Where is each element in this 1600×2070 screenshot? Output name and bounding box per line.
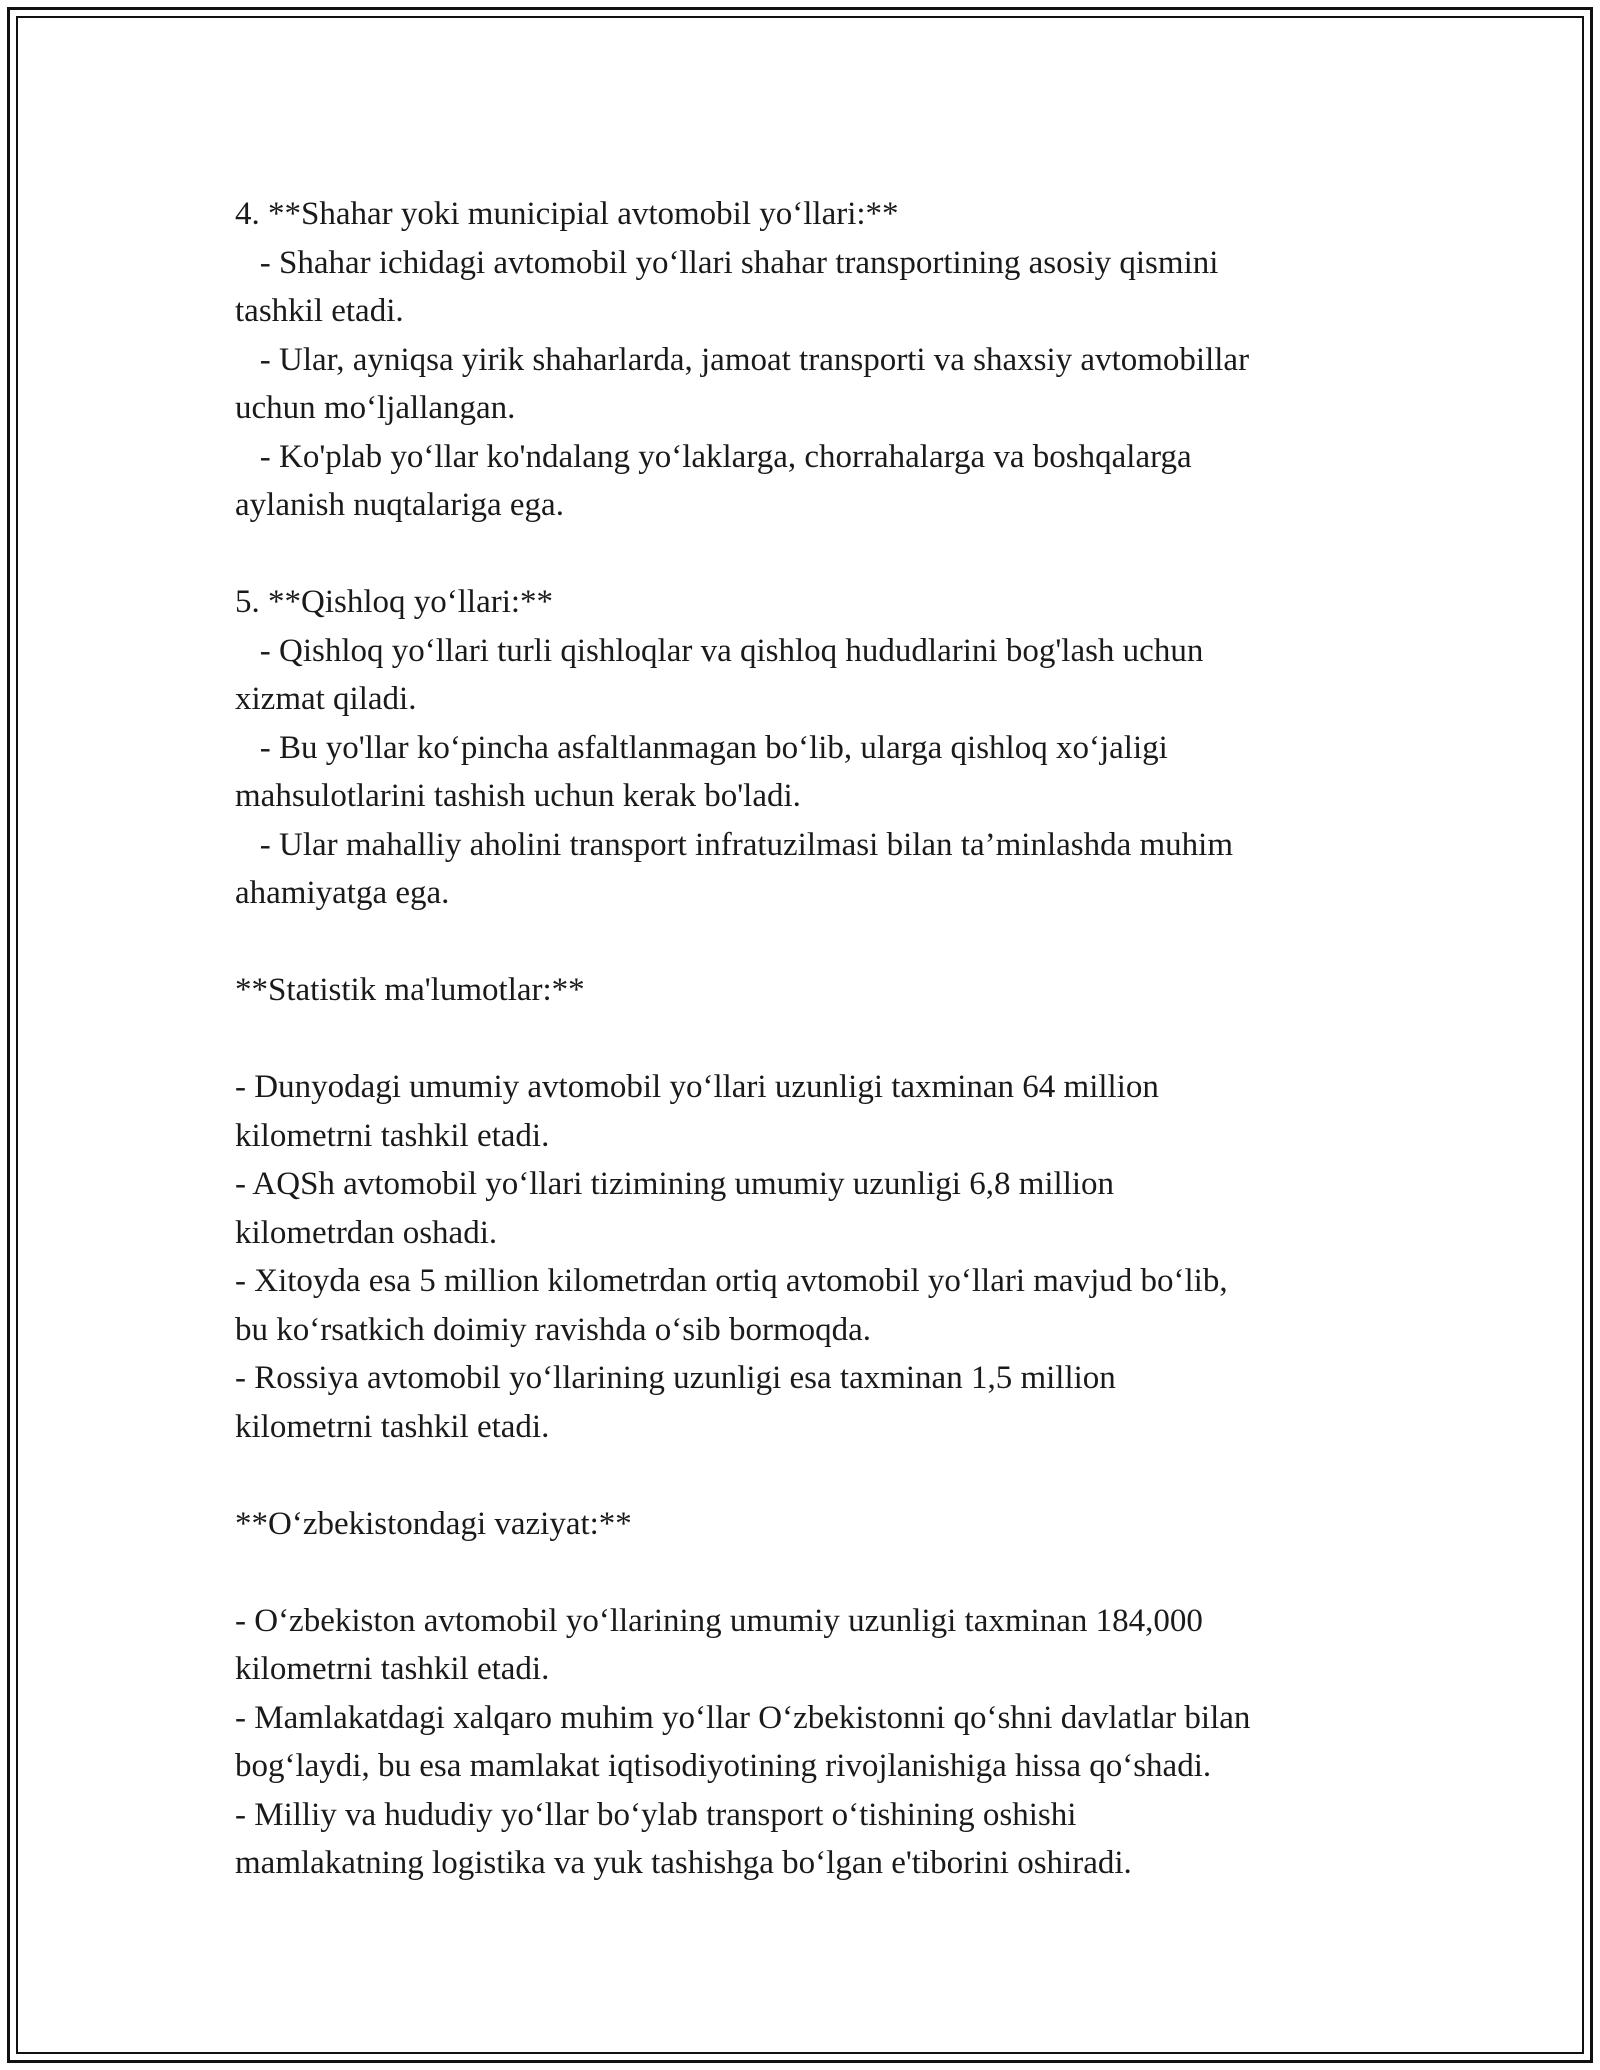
blank-line — [235, 1451, 1385, 1500]
section-heading: 5. **Qishloq yo‘llari:** — [235, 584, 554, 620]
blank-line — [235, 918, 1385, 967]
paragraph-line: - Rossiya avtomobil yo‘llarining uzunligi esa taxminan 1,5 million — [235, 1360, 1116, 1396]
paragraph-line: kilometrni tashkil etadi. — [235, 1117, 550, 1154]
paragraph-line: - Ular, ayniqsa yirik shaharlarda, jamoat transporti va shaxsiy avtomobillar — [235, 341, 1250, 378]
paragraph-line: kilometrdan oshadi. — [235, 1214, 498, 1251]
paragraph-line: tashkil etadi. — [235, 293, 404, 329]
section-statistics — [235, 966, 1385, 1451]
paragraph-line: - Ular mahalliy aholini transport infratuzilmasi bilan ta’minlashda muhim — [235, 826, 1234, 863]
paragraph-line: - Dunyodagi umumiy avtomobil yo‘llari uzunligi taxminan 64 million — [235, 1069, 1159, 1105]
paragraph-line: mamlakatning logistika va yuk tashishga bo‘lgan e'tiborini oshiradi. — [235, 1845, 1132, 1881]
paragraph-line: bu ko‘rsatkich doimiy ravishda o‘sib bormoqda. — [235, 1311, 872, 1348]
paragraph-line: xizmat qiladi. — [235, 681, 417, 717]
paragraph-line: uchun mo‘ljallangan. — [235, 390, 516, 426]
paragraph-line: - O‘zbekiston avtomobil yo‘llarining umumiy uzunligi taxminan 184,000 — [235, 1602, 1203, 1639]
paragraph-line: aylanish nuqtalariga ega. — [235, 487, 564, 523]
section-rural-roads — [235, 578, 1385, 918]
paragraph-line: - Bu yo'llar ko‘pincha asfaltlanmagan bo‘lib, ularga qishloq xo‘jaligi — [235, 729, 1168, 766]
section-heading: **Statistik ma'lumotlar:** — [235, 972, 585, 1008]
paragraph-line: mahsulotlarini tashish uchun kerak bo'ladi. — [235, 778, 801, 814]
paragraph-line: bog‘laydi, bu esa mamlakat iqtisodiyotining rivojlanishiga hissa qo‘shadi. — [235, 1748, 1212, 1784]
section-heading: 4. **Shahar yoki municipial avtomobil yo‘llari:** — [235, 196, 899, 232]
paragraph-line: - Mamlakatdagi xalqaro muhim yo‘llar O‘zbekistonni qo‘shni davlatlar bilan — [235, 1699, 1251, 1736]
document-body — [235, 190, 1385, 1888]
blank-line — [235, 1548, 1385, 1597]
section-heading: **O‘zbekistondagi vaziyat:** — [235, 1505, 632, 1542]
paragraph-line: - Xitoyda esa 5 million kilometrdan ortiq avtomobil yo‘llari mavjud bo‘lib, — [235, 1263, 1228, 1299]
paragraph-line: kilometrni tashkil etadi. — [235, 1408, 550, 1445]
paragraph-line: ahamiyatga ega. — [235, 875, 450, 911]
section-uzbekistan-situation — [235, 1500, 1385, 1888]
paragraph-line: - Qishloq yo‘llari turli qishloqlar va qishloq hududlarini bog'lash uchun — [235, 632, 1204, 669]
paragraph-line: - AQSh avtomobil yo‘llari tizimining umumiy uzunligi 6,8 million — [235, 1166, 1115, 1202]
paragraph-line: - Milliy va hududiy yo‘llar bo‘ylab transport o‘tishining oshishi — [235, 1796, 1077, 1833]
blank-line — [235, 530, 1385, 579]
paragraph-line: - Ko'plab yo‘llar ko'ndalang yo‘laklarga, chorrahalarga va boshqalarga — [235, 438, 1192, 475]
blank-line — [235, 1015, 1385, 1064]
paragraph-line: kilometrni tashkil etadi. — [235, 1651, 550, 1687]
section-urban-roads — [235, 190, 1385, 530]
paragraph-line: - Shahar ichidagi avtomobil yo‘llari shahar transportining asosiy qismini — [235, 244, 1219, 281]
